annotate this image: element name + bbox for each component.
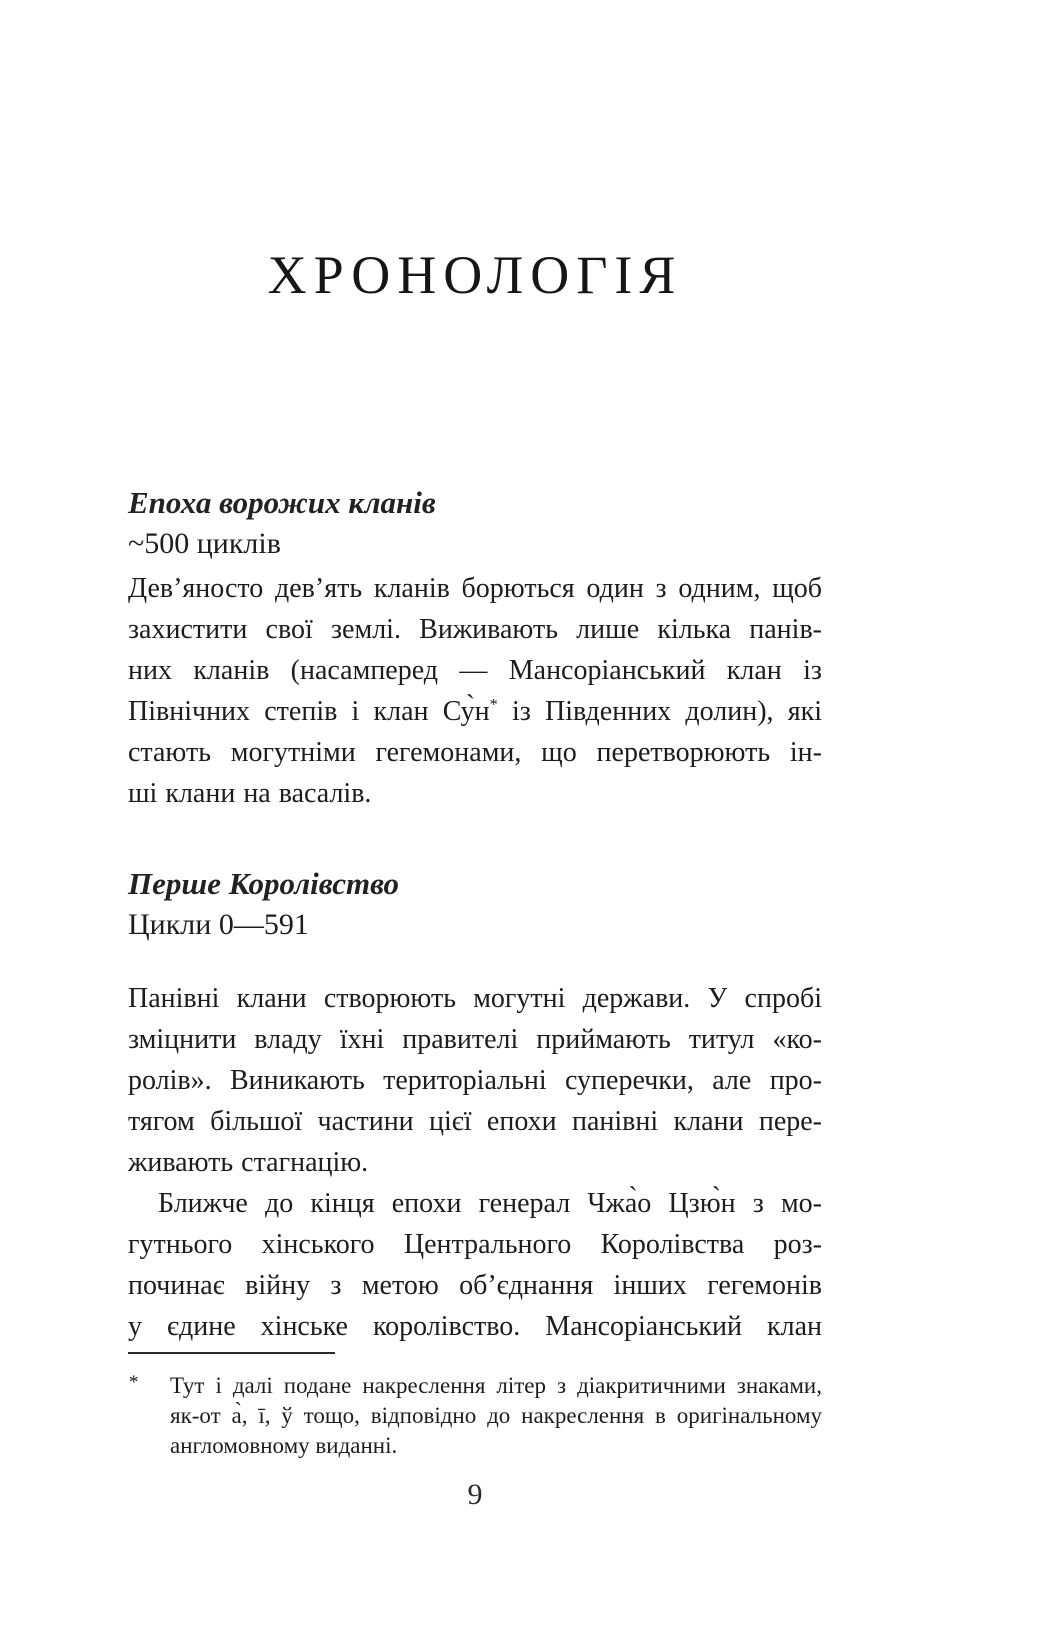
body-line: гутнього хінського Центрального Королівства роз- — [128, 1229, 822, 1260]
section-first-kingdom — [128, 863, 822, 1347]
paragraph — [128, 568, 822, 814]
footnote-line: Тут і далі подане накреслення літер з діакритичними знаками, — [170, 1373, 822, 1398]
body-line: Дев’яносто дев’ять кланів борються один з одним, щоб — [128, 573, 822, 604]
footnote-asterisk-marker: * — [129, 1372, 139, 1393]
section-heading: Перше Королівство — [128, 866, 400, 901]
body-line: Північних степів і клан Су̀н* із Південних долин), які — [128, 695, 822, 727]
section-subheading: Цикли 0—591 — [128, 908, 309, 941]
footnote — [128, 1352, 822, 1461]
page-number: 9 — [467, 1478, 483, 1511]
body-line: них кланів (насамперед — Мансоріанський клан із — [128, 655, 822, 686]
body-line: тягом більшої частини цієї епохи панівні клани пере- — [128, 1106, 822, 1137]
text-column — [128, 482, 822, 1347]
body-line: Ближче до кінця епохи генерал Чжа̀о Цзю̀н з мо- — [158, 1188, 822, 1219]
body-line: починає війну з метою об’єднання інших гегемонів — [128, 1270, 822, 1301]
footnote-line: як-от а̀, ī, ў тощо, відповідно до накреслення в оригінальному — [170, 1403, 822, 1428]
body-line: живають стагнацію. — [128, 1147, 369, 1178]
body-line: захистити свої землі. Виживають лише кілька панів- — [128, 614, 822, 645]
paragraph — [128, 1183, 822, 1347]
body-line: ші клани на васалів. — [128, 778, 372, 809]
section-era-of-warring-clans — [128, 482, 822, 814]
body-line: зміцнити владу їхні правителі приймають титул «ко- — [128, 1024, 822, 1055]
body-line: у єдине хінське королівство. Мансоріанський клан — [128, 1311, 822, 1342]
footnote-separator-rule — [128, 1352, 335, 1354]
body-line: стають могутніми гегемонами, що перетворюють ін- — [128, 737, 822, 768]
footnote-body — [128, 1371, 822, 1461]
page-title: ХРОНОЛОГІЯ — [267, 245, 683, 305]
footnote-line: англомовному виданні. — [170, 1433, 398, 1458]
section-heading: Епоха ворожих кланів — [128, 485, 436, 520]
body-line: ролів». Виникають територіальні суперечки, але про- — [128, 1065, 822, 1096]
paragraph — [128, 978, 822, 1183]
body-line: Панівні клани створюють могутні держави. У спробі — [128, 983, 822, 1014]
section-subheading: ~500 циклів — [128, 527, 281, 560]
